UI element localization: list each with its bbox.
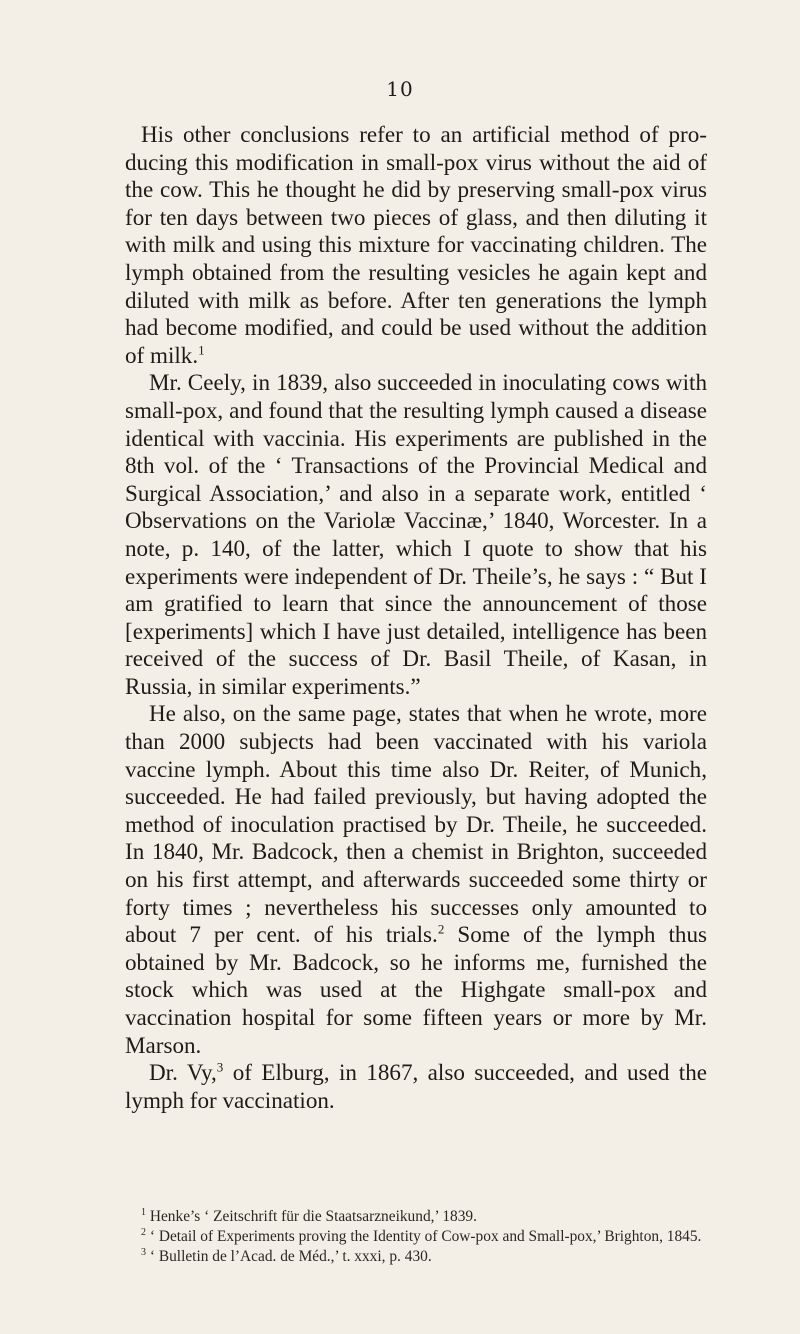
- paragraph-text-continued: of Elburg, in 1867, also succeeded, and used the lymph for vaccination.: [125, 1059, 707, 1113]
- paragraph-text: He also, on the same page, states that when he wrote, more than 2000 subjects had been vaccinated with his variola vaccine lymph. About this time also Dr. Reiter, of Munich, succeeded. He had failed previously, but having adopted the method of inoculation practised by Dr. Theile, he succeeded. In 1840, Mr. Badcock, then a chemist in Brighton, succeeded on his first attempt, and afterwards succeeded some thirty or forty times ; nevertheless his successes only amounted to about 7 per cent. of his trials.: [125, 700, 707, 948]
- page-number: 10: [386, 77, 414, 101]
- footnote: [125, 1247, 707, 1267]
- footnote-text: ‘ Detail of Experiments proving the Identity of Cow-pox and Small-pox,’ Brighton, 1845.: [149, 1228, 702, 1245]
- footnote-text: Henke’s ‘ Zeitschrift für die Staatsarzneikund,’ 1839.: [149, 1208, 477, 1225]
- paragraph-artificial-method: [125, 121, 707, 369]
- paragraph-ceely: [125, 369, 707, 700]
- footnote-mark: 1: [141, 1206, 146, 1218]
- paragraph-vy: [125, 1059, 707, 1114]
- paragraph-text: Mr. Ceely, in 1839, also succeeded in inoculating cows with small-pox, and found that the resulting lymph caused a disease identical with vaccinia. His experiments are published in the 8th vol. of the ‘ Transactions of the Provincial Medical and Surgical Association,’ and also in a separate work, entitled ‘ Observations on the Variolæ Vaccinæ,’ 1840, Worcester. In a note, p. 140, of the latter, which I quote to show that his experiments were independent of Dr. Theile’s, he says : “ But I am gratified to learn that since the announcement of those [experiments] which I have just detailed, intelligence has been received of the success of Dr. Basil Theile, of Kasan, in Russia, in similar experiments.”: [125, 369, 707, 699]
- paragraph-text-continued: Some of the lymph thus obtained by Mr. Badcock, so he informs me, furnished the stock which was used at the Highgate small-pox and vaccination hospital for some fifteen years or more by Mr. Marson.: [125, 921, 707, 1058]
- footnote-text: ‘ Bulletin de l’Acad. de Méd.,’ t. xxxi, p. 430.: [149, 1248, 432, 1265]
- body-text: [125, 121, 707, 1114]
- paragraph-text: Dr. Vy,: [149, 1059, 217, 1086]
- paragraph-reiter-badcock: [125, 700, 707, 1059]
- footnote-mark: 3: [141, 1246, 146, 1258]
- footnote: [125, 1207, 707, 1227]
- footnote-reference: 3: [216, 1059, 224, 1075]
- footnote-reference: 1: [198, 342, 205, 358]
- footnote: [125, 1227, 707, 1247]
- footnote-mark: 2: [141, 1226, 146, 1238]
- paragraph-text: His other conclusions refer to an artificial method of producing this modification in small-pox virus without the aid of the cow. This he thought he did by preserving small-pox virus for ten days between two pieces of glass, and then diluting it with milk and using this mixture for vaccinating children. The lymph obtained from the resulting vesicles he again kept and diluted with milk as before. After ten generations the lymph had become modified, and could be used without the addition of milk.: [125, 121, 707, 368]
- footnotes: [125, 1207, 707, 1267]
- footnote-reference: 2: [437, 921, 445, 937]
